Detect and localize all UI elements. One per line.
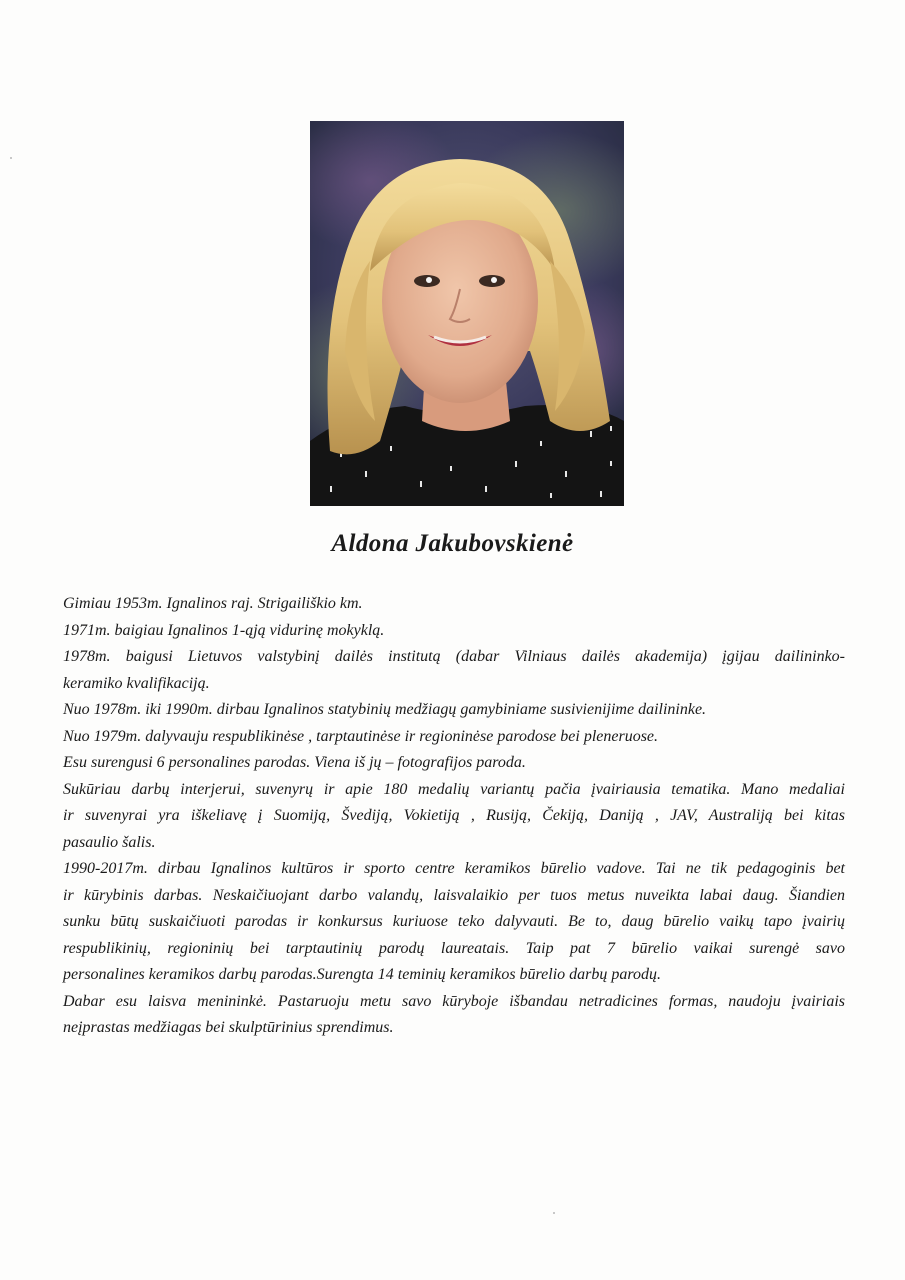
bio-line: Nuo 1978m. iki 1990m. dirbau Ignalinos statybinių medžiagų gamybiniame susivienijime dailininke. [63, 701, 707, 718]
bio-line: sunku būtų suskaičiuoti parodas ir konkursus kuriuose teko dalyvauti. Be to, daug būrelio vaikų tapo įvairių [63, 913, 845, 930]
person-name: Aldona Jakubovskienė [331, 530, 574, 557]
scan-speck [10, 157, 12, 159]
bio-line: keramiko kvalifikaciją. [63, 674, 210, 692]
bio-line: Gimiau 1953m. Ignalinos raj. Strigailiškio km. [63, 595, 363, 612]
bio-line: 1971m. baigiau Ignalinos 1-ąją vidurinę mokyklą. [63, 621, 385, 639]
portrait-image [310, 121, 624, 506]
bio-line: neįprastas medžiagas bei skulptūrinius sprendimus. [63, 1019, 394, 1036]
biography-text [63, 591, 845, 1042]
bio-line: respublikinių, regioninių bei tarptautinių parodų laureatais. Taip pat 7 būrelio vaikai surengė savo [63, 939, 845, 957]
scan-speck [553, 1212, 555, 1214]
bio-line: Nuo 1979m. dalyvauju respublikinėse , tarptautinėse ir regioninėse parodose bei pleneruose. [63, 727, 659, 745]
bio-line: ir suvenyrai yra iškeliavę į Suomiją, Švediją, Vokietiją , Rusiją, Čekiją, Daniją , JAV, Australiją bei kitas [63, 807, 845, 824]
bio-line: pasaulio šalis. [63, 833, 156, 851]
bio-line: Dabar esu laisva menininkė. Pastaruoju metu savo kūryboje išbandau netradicines formas, naudoju įvairiais [63, 992, 845, 1010]
portrait-photo [310, 121, 624, 506]
bio-line: personalines keramikos darbų parodas.Surengta 14 teminių keramikos būrelio darbų parodų. [63, 966, 662, 983]
bio-line: 1978m. baigusi Lietuvos valstybinį dailės institutą (dabar Vilniaus dailės akademija) įgijau dailininko- [63, 648, 845, 665]
bio-line: ir kūrybinis darbas. Neskaičiuojant darbo valandų, laisvalaikio per tuos metus nuveikta labai daug. Šiandien [63, 886, 845, 904]
bio-line: 1990-2017m. dirbau Ignalinos kultūros ir sporto centre keramikos būrelio vadove. Tai ne tik pedagoginis bet [63, 860, 845, 877]
bio-line: Sukūriau darbų interjerui, suvenyrų ir apie 180 medalių variantų pačia įvairiausia tematika. Mano medaliai [63, 780, 845, 798]
bio-line: Esu surengusi 6 personalines parodas. Viena iš jų – fotografijos paroda. [63, 754, 526, 771]
